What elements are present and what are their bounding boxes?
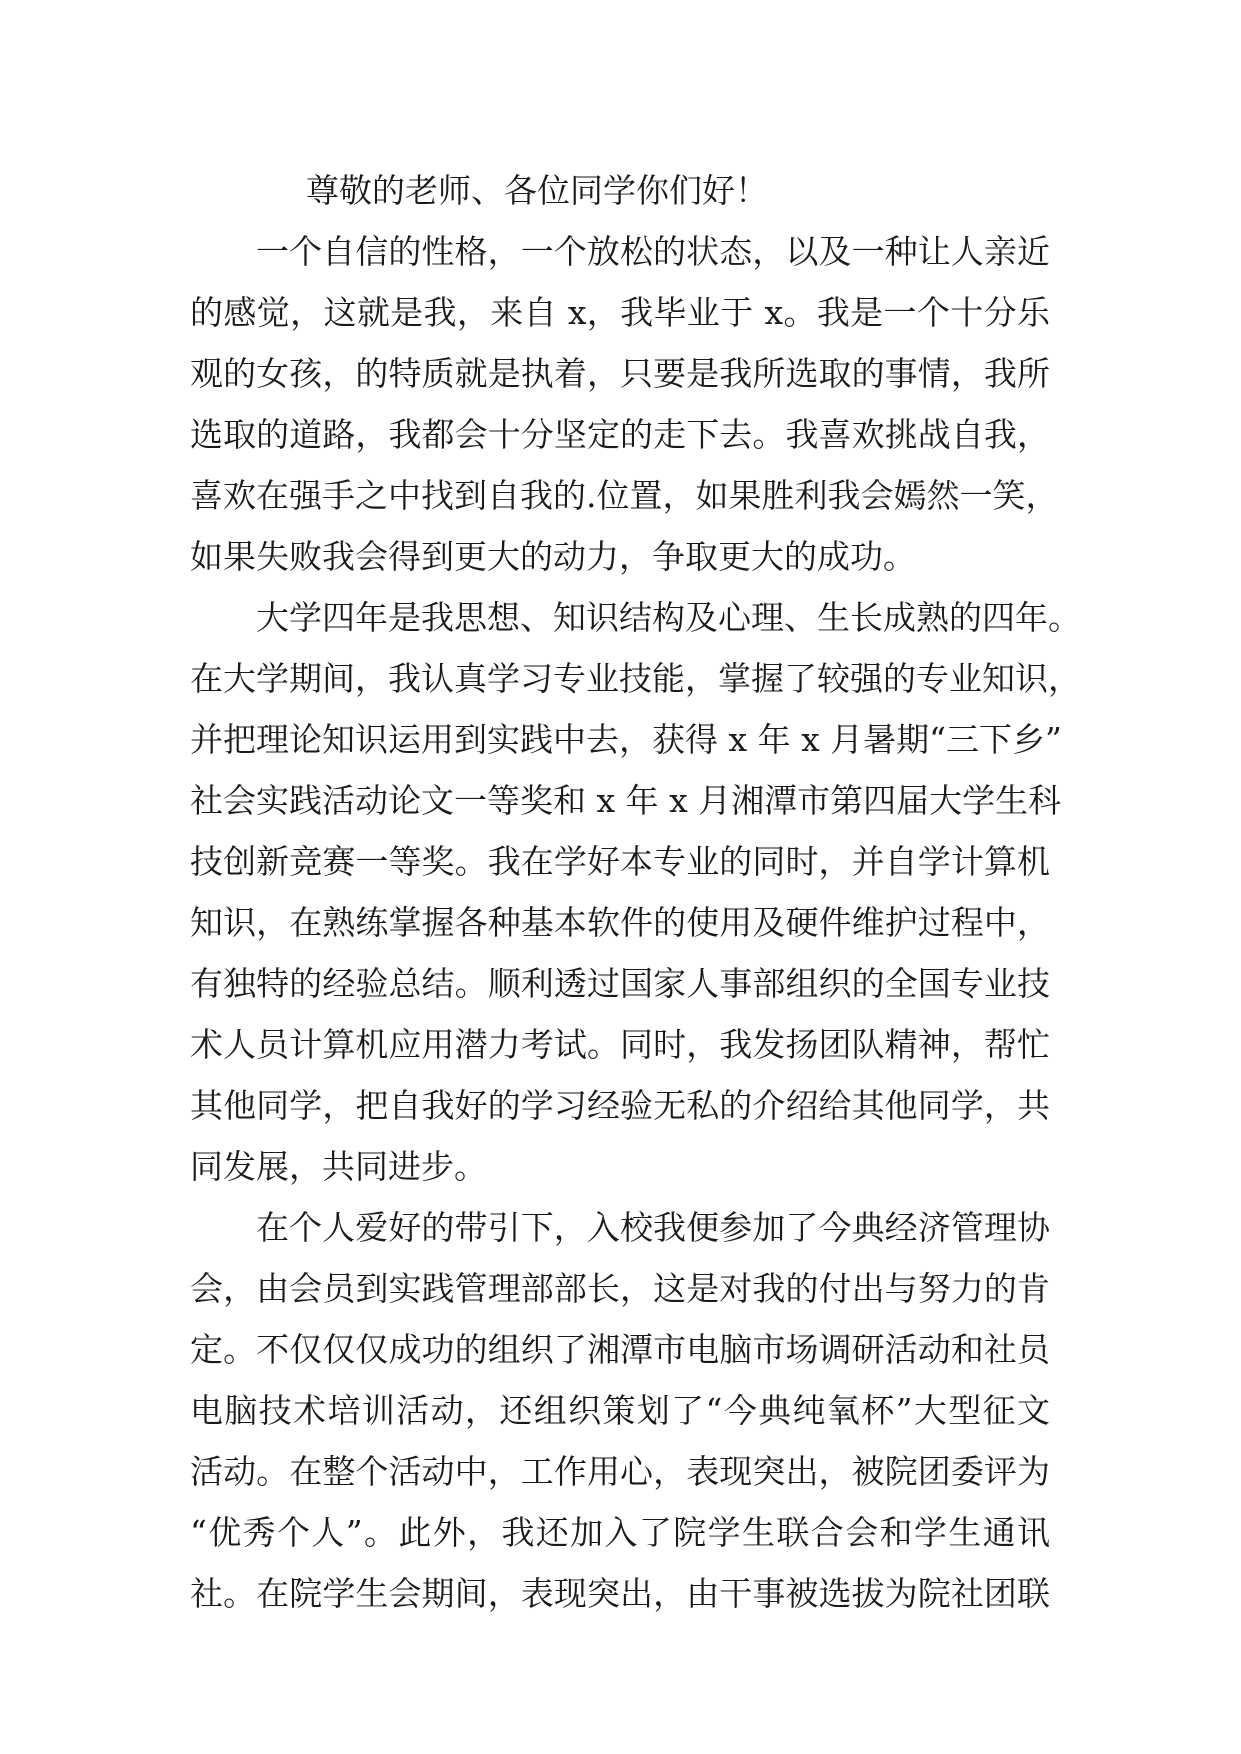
- text-line: 在个人爱好的带引下，入校我便参加了今典经济管理协: [256, 1208, 1050, 1247]
- paragraph-1: [190, 221, 1059, 587]
- text-line: 会，由会员到实践管理部部长，这是对我的付出与努力的肯: [190, 1269, 1050, 1308]
- text-line: 知识，在熟练掌握各种基本软件的使用及硬件维护过程中，: [190, 903, 1050, 942]
- text-line: 活动。在整个活动中，工作用心，表现突出，被院团委评为: [190, 1452, 1050, 1491]
- text-line: 选取的道路，我都会十分坚定的走下去。我喜欢挑战自我，: [190, 415, 1050, 454]
- paragraph-2: [190, 587, 1081, 1197]
- paragraph-3: [190, 1197, 1050, 1624]
- greeting-line: 尊敬的老师、各位同学你们好！: [306, 171, 768, 210]
- text-line: 社会实践活动论文一等奖和 x 年 x 月湘潭市第四届大学生科: [190, 781, 1062, 820]
- text-line: 同发展，共同进步。: [190, 1147, 487, 1186]
- text-line: 如果失败我会得到更大的动力，争取更大的成功。: [190, 537, 916, 576]
- text-line: 的感觉，这就是我，来自 x，我毕业于 x。我是一个十分乐: [190, 293, 1050, 332]
- text-line: 观的女孩，的特质就是执着，只要是我所选取的事情，我所: [190, 354, 1050, 393]
- text-line: 在大学期间，我认真学习专业技能，掌握了较强的专业知识，: [190, 659, 1081, 698]
- text-line: 定。不仅仅仅成功的组织了湘潭市电脑市场调研活动和社员: [190, 1330, 1050, 1369]
- text-line: 术人员计算机应用潜力考试。同时，我发扬团队精神，帮忙: [190, 1025, 1050, 1064]
- text-line: 社。在院学生会期间，表现突出，由干事被选拔为院社团联: [190, 1574, 1050, 1613]
- text-line: 一个自信的性格，一个放松的状态，以及一种让人亲近: [256, 232, 1050, 271]
- text-line: 其他同学，把自我好的学习经验无私的介绍给其他同学，共: [190, 1086, 1050, 1125]
- text-line: “优秀个人”。此外，我还加入了院学生联合会和学生通讯: [190, 1513, 1050, 1552]
- text-line: 并把理论知识运用到实践中去，获得 x 年 x 月暑期“三下乡”: [190, 720, 1062, 759]
- text-line: 技创新竞赛一等奖。我在学好本专业的同时，并自学计算机: [190, 842, 1050, 881]
- text-line: 有独特的经验总结。顺利透过国家人事部组织的全国专业技: [190, 964, 1050, 1003]
- document-body: [190, 160, 1081, 1624]
- text-line: 大学四年是我思想、知识结构及心理、生长成熟的四年。: [256, 598, 1081, 637]
- text-line: 电脑技术培训活动，还组织策划了“今典纯氧杯”大型征文: [190, 1391, 1050, 1430]
- text-line: 喜欢在强手之中找到自我的.位置，如果胜利我会嫣然一笑，: [190, 476, 1059, 515]
